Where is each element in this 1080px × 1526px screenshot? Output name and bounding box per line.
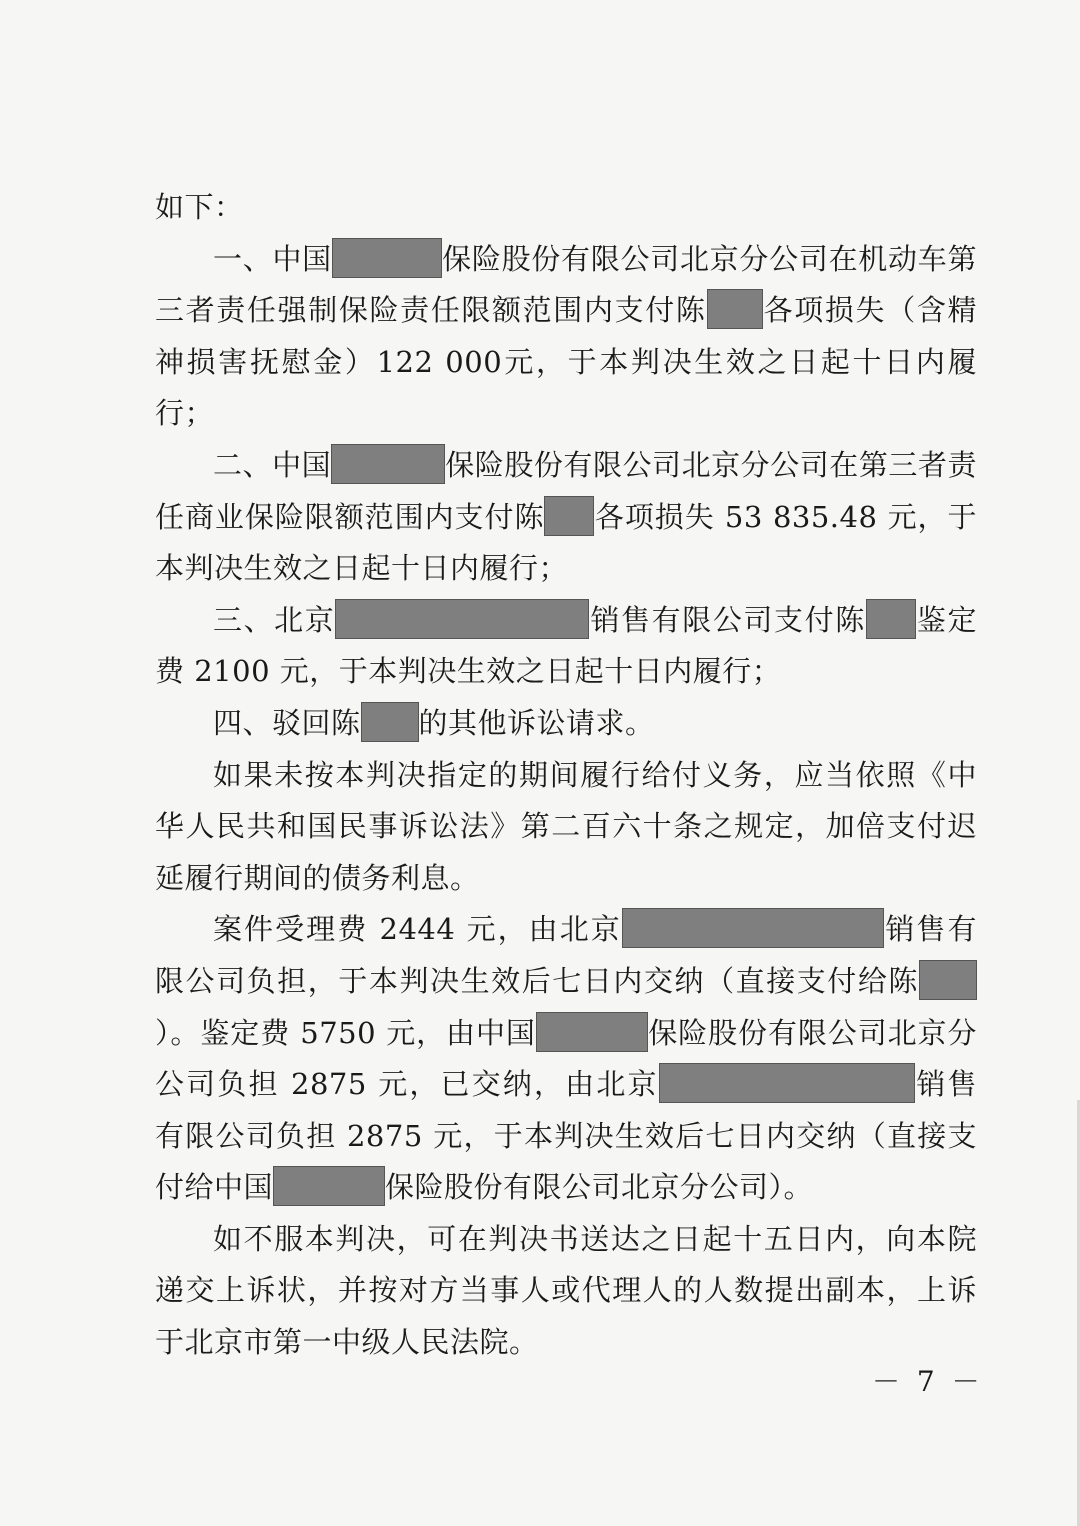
item-one-rest: 各项损失（含精神损害抚慰金）122 000元，于本判决生效之日起十日内履行； <box>155 293 977 431</box>
fees-paragraph <box>155 904 977 1214</box>
appeal-paragraph: 如不服本判决，可在判决书送达之日起十五日内，向本院递交上诉状，并按对方当事人或代理人的人数提出副本，上诉于北京市第一中级人民法院。 <box>155 1221 977 1360</box>
fees-part-2: 销售有限公司负担，于本判决生效后七日内交纳（直接支付给陈 <box>155 912 977 998</box>
item-four <box>155 698 977 750</box>
redaction-block <box>536 1012 648 1052</box>
item-two-prefix: 二、中国 <box>213 447 332 482</box>
redaction-block <box>335 599 589 639</box>
redaction-block <box>331 444 445 484</box>
item-one-prefix: 一、中国 <box>213 241 332 276</box>
intro-text: 如下： <box>155 190 244 224</box>
item-three-prefix: 三、北京 <box>213 602 336 637</box>
item-two-rest: 各项损失 53 835.48 元，于本判决生效之日起十日内履行； <box>155 499 977 586</box>
redaction-block <box>919 960 977 1000</box>
item-two-company: 保险股份有限公司北京分公司在第三者责任商业保险限额范围内支付陈 <box>155 447 977 534</box>
redaction-block <box>707 289 763 329</box>
fees-part-5: 销售有限公司负担 2875 元，于本判决生效后七日内交纳（直接支付给中国 <box>155 1067 977 1205</box>
intro-line <box>155 182 977 234</box>
redaction-block <box>361 702 419 742</box>
redaction-block <box>544 496 594 536</box>
item-one-company: 保险股份有限公司北京分公司在机动车第三者责任强制保险责任限额范围内支付陈 <box>155 241 977 328</box>
item-four-rest: 的其他诉讼请求。 <box>418 705 655 740</box>
fees-part-1: 案件受理费 2444 元，由北京 <box>213 912 622 947</box>
fees-part-4: 保险股份有限公司北京分公司负担 2875 元，已交纳，由北京 <box>155 1015 977 1102</box>
redaction-block <box>659 1063 915 1103</box>
item-two <box>155 440 977 595</box>
redaction-block <box>332 238 442 278</box>
fees-part-6: 保险股份有限公司北京分公司）。 <box>385 1170 814 1205</box>
redaction-block <box>273 1166 385 1206</box>
item-three <box>155 595 977 698</box>
redaction-block <box>622 908 884 948</box>
interest-paragraph: 如果未按本判决指定的期间履行给付义务，应当依照《中华人民共和国民事诉讼法》第二百六十条之规定，加倍支付迟延履行期间的债务利息。 <box>155 757 977 895</box>
item-three-rest: 鉴定费 2100 元，于本判决生效之日起十日内履行； <box>155 602 977 689</box>
item-three-company: 销售有限公司支付陈 <box>589 602 866 637</box>
judgment-text <box>155 182 977 1369</box>
page-number: － 7 － <box>872 1365 984 1398</box>
redaction-block <box>866 599 916 639</box>
fees-part-3: ）。鉴定费 5750 元，由中国 <box>155 1015 536 1050</box>
item-four-prefix: 四、驳回陈 <box>213 705 361 740</box>
item-one <box>155 234 977 440</box>
